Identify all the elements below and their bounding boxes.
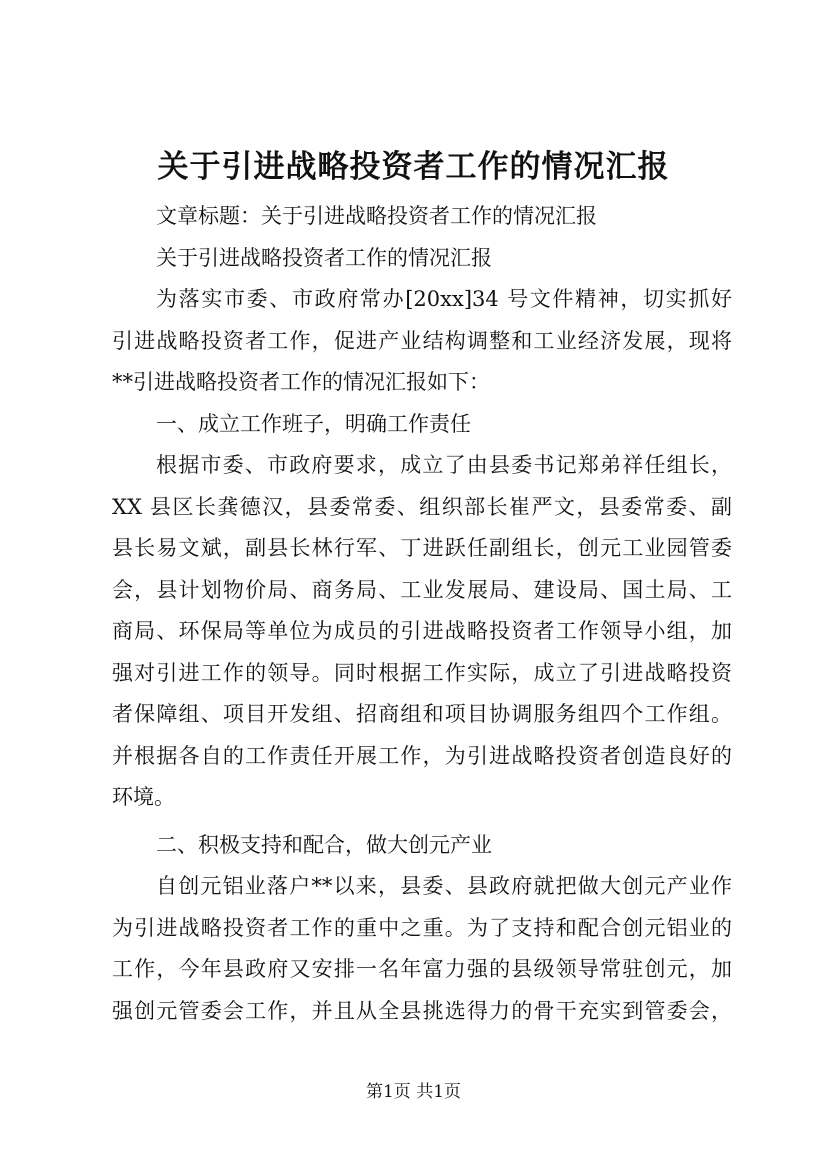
paragraph-line: **引进战略投资者工作的情况汇报如下： (112, 370, 490, 394)
paragraph-line: 并根据各自的工作责任开展工作，为引进战略投资者创造良好的 (112, 743, 732, 768)
paragraph-line: 自创元铝业落户**以来，县委、县政府就把做大创元产业作 (156, 874, 732, 898)
section-heading: 一、成立工作班子，明确工作责任 (156, 411, 471, 436)
paragraph-line: 强创元管委会工作，并且从全县挑选得力的骨干充实到管委会， (112, 998, 732, 1023)
paragraph-line: XX 县区长龚德汉，县委常委、组织部长崔严文，县委常委、副 (112, 494, 732, 519)
paragraph-line: 为引进战略投资者工作的重中之重。为了支持和配合创元铝业的 (112, 915, 732, 940)
page-footer: 第1页 共1页 (365, 1082, 462, 1102)
paragraph-line: 县长易文斌，副县长林行军、丁进跃任副组长，创元工业园管委 (112, 536, 732, 560)
subtitle-line: 关于引进战略投资者工作的情况汇报 (156, 245, 492, 270)
paragraph-line: 强对引进工作的领导。同时根据工作实际，成立了引进战略投资 (112, 660, 732, 685)
paragraph-line: 商局、环保局等单位为成员的引进战略投资者工作领导小组，加 (112, 619, 732, 643)
paragraph-line: 引进战略投资者工作，促进产业结构调整和工业经济发展，现将 (112, 328, 732, 353)
document-body (112, 196, 732, 1032)
paragraph-line: 者保障组、项目开发组、招商组和项目协调服务组四个工作组。 (112, 702, 732, 726)
paragraph-line: 根据市委、市政府要求，成立了由县委书记郑弟祥任组长， (156, 453, 732, 477)
paragraph-line: 环境。 (112, 785, 175, 809)
meta-title-line: 文章标题：关于引进战略投资者工作的情况汇报 (156, 204, 597, 228)
paragraph-line: 为落实市委、市政府常办[20xx]34 号文件精神，切实抓好 (156, 287, 732, 311)
section-heading: 二、积极支持和配合，做大创元产业 (156, 832, 492, 857)
paragraph-line: 会，县计划物价局、商务局、工业发展局、建设局、国土局、工 (112, 577, 732, 602)
paragraph-line: 工作，今年县政府又安排一名年富力强的县级领导常驻创元，加 (112, 957, 732, 981)
document-title: 关于引进战略投资者工作的情况汇报 (157, 149, 670, 185)
